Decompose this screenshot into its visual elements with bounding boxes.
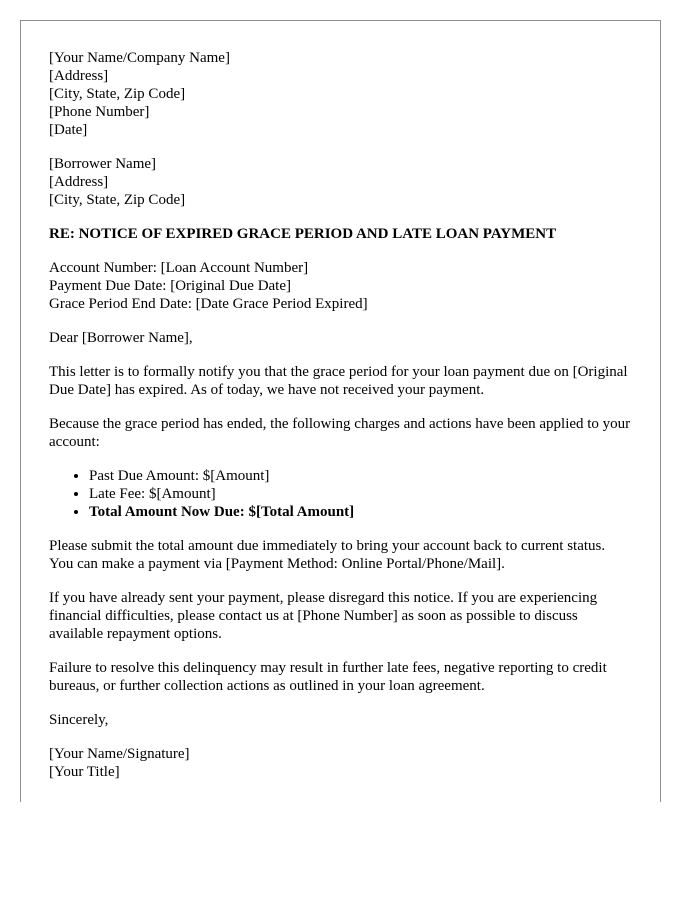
- list-item-past-due: • Past Due Amount: $[Amount]: [89, 467, 632, 485]
- sender-address: [Address]: [49, 68, 109, 84]
- sender-block: [49, 49, 632, 139]
- letter-date: [Date]: [49, 122, 88, 138]
- closing: Sincerely,: [49, 712, 109, 728]
- signature-name: [Your Name/Signature]: [49, 746, 190, 762]
- payment-due-date: Payment Due Date: [Original Due Date]: [49, 278, 291, 294]
- recipient-block: [49, 155, 632, 209]
- paragraph-consequences: Failure to resolve this delinquency may result in further late fees, negative reporting to credit bureaus, or further collection actions as outlined in your loan agreement.: [49, 660, 607, 694]
- sender-name: [Your Name/Company Name]: [49, 50, 230, 66]
- letter-page: [20, 20, 661, 802]
- account-details: [49, 259, 632, 313]
- grace-period-end-date: Grace Period End Date: [Date Grace Period Expired]: [49, 296, 368, 312]
- signature-title: [Your Title]: [49, 764, 120, 780]
- paragraph-payment-instructions: Please submit the total amount due immediately to bring your account back to current status. You can make a payment via [Payment Method: Online Portal/Phone/Mail].: [49, 538, 606, 572]
- recipient-address: [Address]: [49, 174, 109, 190]
- sender-city-state-zip: [City, State, Zip Code]: [49, 86, 186, 102]
- paragraph-notice: This letter is to formally notify you that the grace period for your loan payment due on [Original Due Date] has expired. As of today, we have not received your payment.: [49, 364, 628, 398]
- salutation: Dear [Borrower Name],: [49, 330, 193, 346]
- list-item-late-fee: • Late Fee: $[Amount]: [89, 485, 632, 503]
- list-item-total-due: • Total Amount Now Due: $[Total Amount]: [89, 503, 632, 521]
- subject-line: RE: NOTICE OF EXPIRED GRACE PERIOD AND LATE LOAN PAYMENT: [49, 226, 557, 242]
- paragraph-hardship: If you have already sent your payment, please disregard this notice. If you are experiencing financial difficulties, please contact us at [Phone Number] as soon as possible to discuss available repayment options.: [49, 590, 598, 642]
- paragraph-charges-intro: Because the grace period has ended, the following charges and actions have been applied to your account:: [49, 416, 631, 450]
- sender-phone: [Phone Number]: [49, 104, 150, 120]
- account-number: Account Number: [Loan Account Number]: [49, 260, 309, 276]
- charges-list: [49, 467, 632, 521]
- recipient-city-state-zip: [City, State, Zip Code]: [49, 192, 186, 208]
- recipient-name: [Borrower Name]: [49, 156, 157, 172]
- signature-block: [49, 745, 632, 781]
